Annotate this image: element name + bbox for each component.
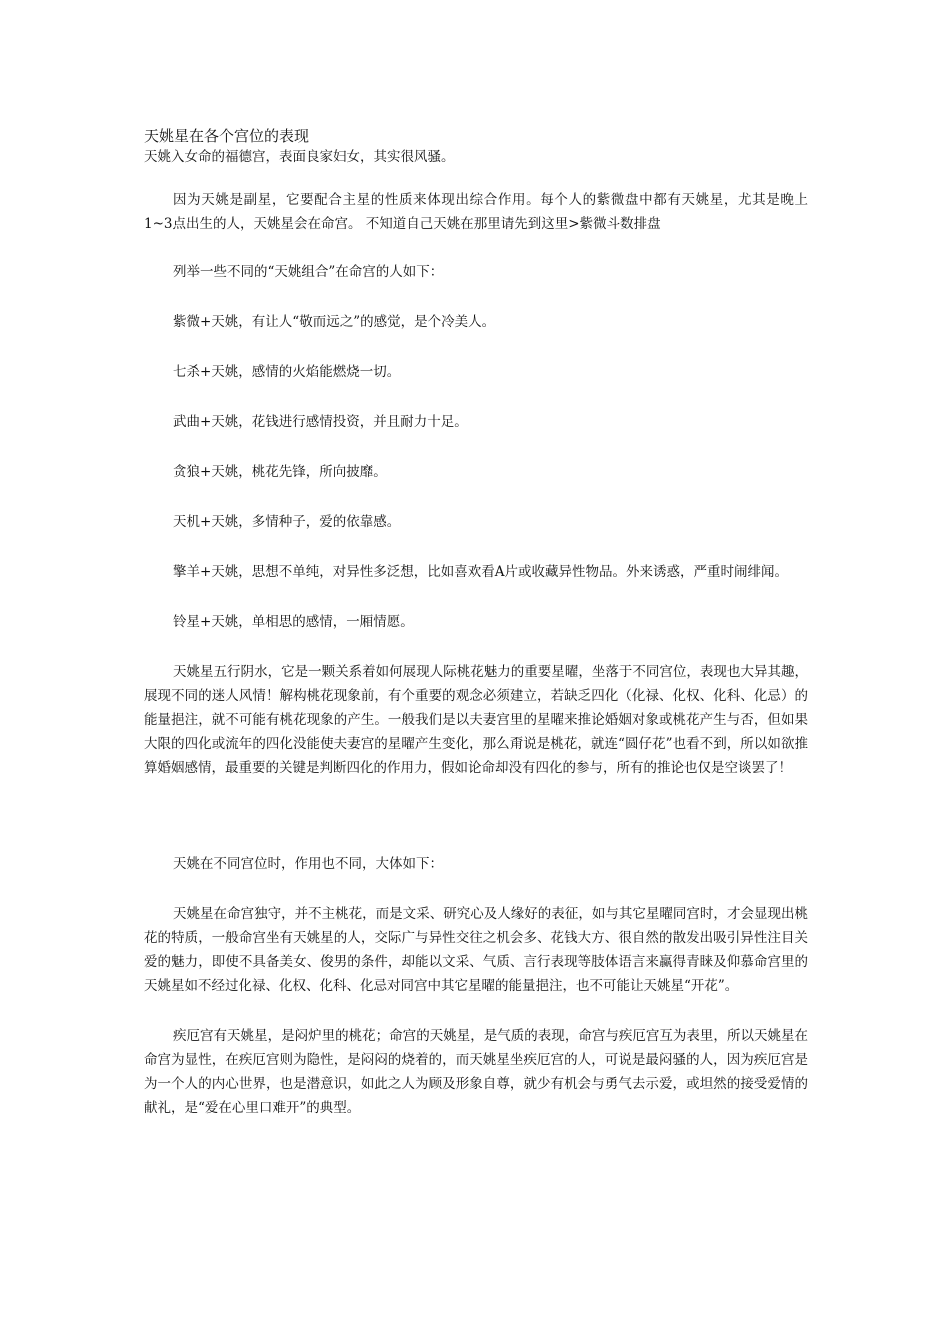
document-subtitle: 天姚入女命的福德宫，表面良家妇女，其实很风骚。 — [144, 149, 455, 165]
intro-paragraph: 因为天姚是副星，它要配合主星的性质来体现出综合作用。每个人的紫微盘中都有天姚星，尤其是晚上1~3点出生的人，天姚星会在命宫。 不知道自己天姚在那里请先到这里>紫微斗数排盘 — [144, 192, 808, 232]
combination-item: 天机+天姚，多情种子，爱的依靠感。 — [173, 514, 401, 530]
document-page — [144, 126, 808, 1120]
combination-item: 紫微+天姚，有让人“敬而远之”的感觉，是个冷美人。 — [173, 314, 496, 330]
jie-palace-paragraph: 疾厄宫有天姚星，是闷炉里的桃花；命宫的天姚星，是气质的表现，命宫与疾厄宫互为表里，所以天姚星在命宫为显性，在疾厄宫则为隐性，是闷闷的烧着的，而天姚星坐疾厄宫的人，可说是最闷骚的人，因为疾厄宫是为一个人的内心世界，也是潜意识，如此之人为顾及形象自尊，就少有机会与勇气去示爱，或坦然的接受爱情的献礼，是“爱在心里口难开”的典型。 — [144, 1028, 808, 1116]
combination-item: 铃星+天姚，单相思的感情，一厢情愿。 — [173, 614, 414, 630]
ming-palace-paragraph: 天姚星在命宫独守，并不主桃花，而是文采、研究心及人缘好的表征，如与其它星曜同宫时，才会显现出桃花的特质，一般命宫坐有天姚星的人，交际广与异性交往之机会多、花钱大方、很自然的散发出吸引异性注目关爱的魅力，即使不具备美女、俊男的条件，却能以文采、气质、言行表现等肢体语言来赢得青睐及仰慕命宫里的天姚星如不经过化禄、化权、化科、化忌对同宫中其它星曜的能量挹注，也不可能让天姚星“开花”。 — [144, 906, 808, 994]
list-intro-paragraph: 列举一些不同的“天姚组合”在命宫的人如下： — [173, 264, 444, 280]
palace-intro-paragraph: 天姚在不同宫位时，作用也不同，大体如下： — [173, 856, 443, 872]
five-elements-paragraph: 天姚星五行阴水，它是一颗关系着如何展现人际桃花魅力的重要星曜，坐落于不同宫位，表现也大异其趣，展现不同的迷人风情！解构桃花现象前，有个重要的观念必须建立，若缺乏四化（化禄、化权、化科、化忌）的能量挹注，就不可能有桃花现象的产生。一般我们是以夫妻宫里的星曜来推论婚姻对象或桃花产生与否，但如果大限的四化或流年的四化没能使夫妻宫的星曜产生变化，那么甭说是桃花，就连“圆仔花”也看不到，所以如欲推算婚姻感情，最重要的关键是判断四化的作用力，假如论命却没有四化的参与，所有的推论也仅是空谈罢了！ — [144, 664, 808, 776]
combination-item: 贪狼+天姚，桃花先锋，所向披靡。 — [173, 464, 387, 480]
combination-item: 七杀+天姚，感情的火焰能燃烧一切。 — [173, 364, 401, 380]
combination-item: 擎羊+天姚，思想不单纯，对异性多泛想，比如喜欢看A片或收藏异性物品。外来诱惑，严重时闹绯闻。 — [173, 564, 789, 580]
combination-item: 武曲+天姚，花钱进行感情投资，并且耐力十足。 — [173, 414, 468, 430]
document-title: 天姚星在各个宫位的表现 — [144, 127, 310, 145]
